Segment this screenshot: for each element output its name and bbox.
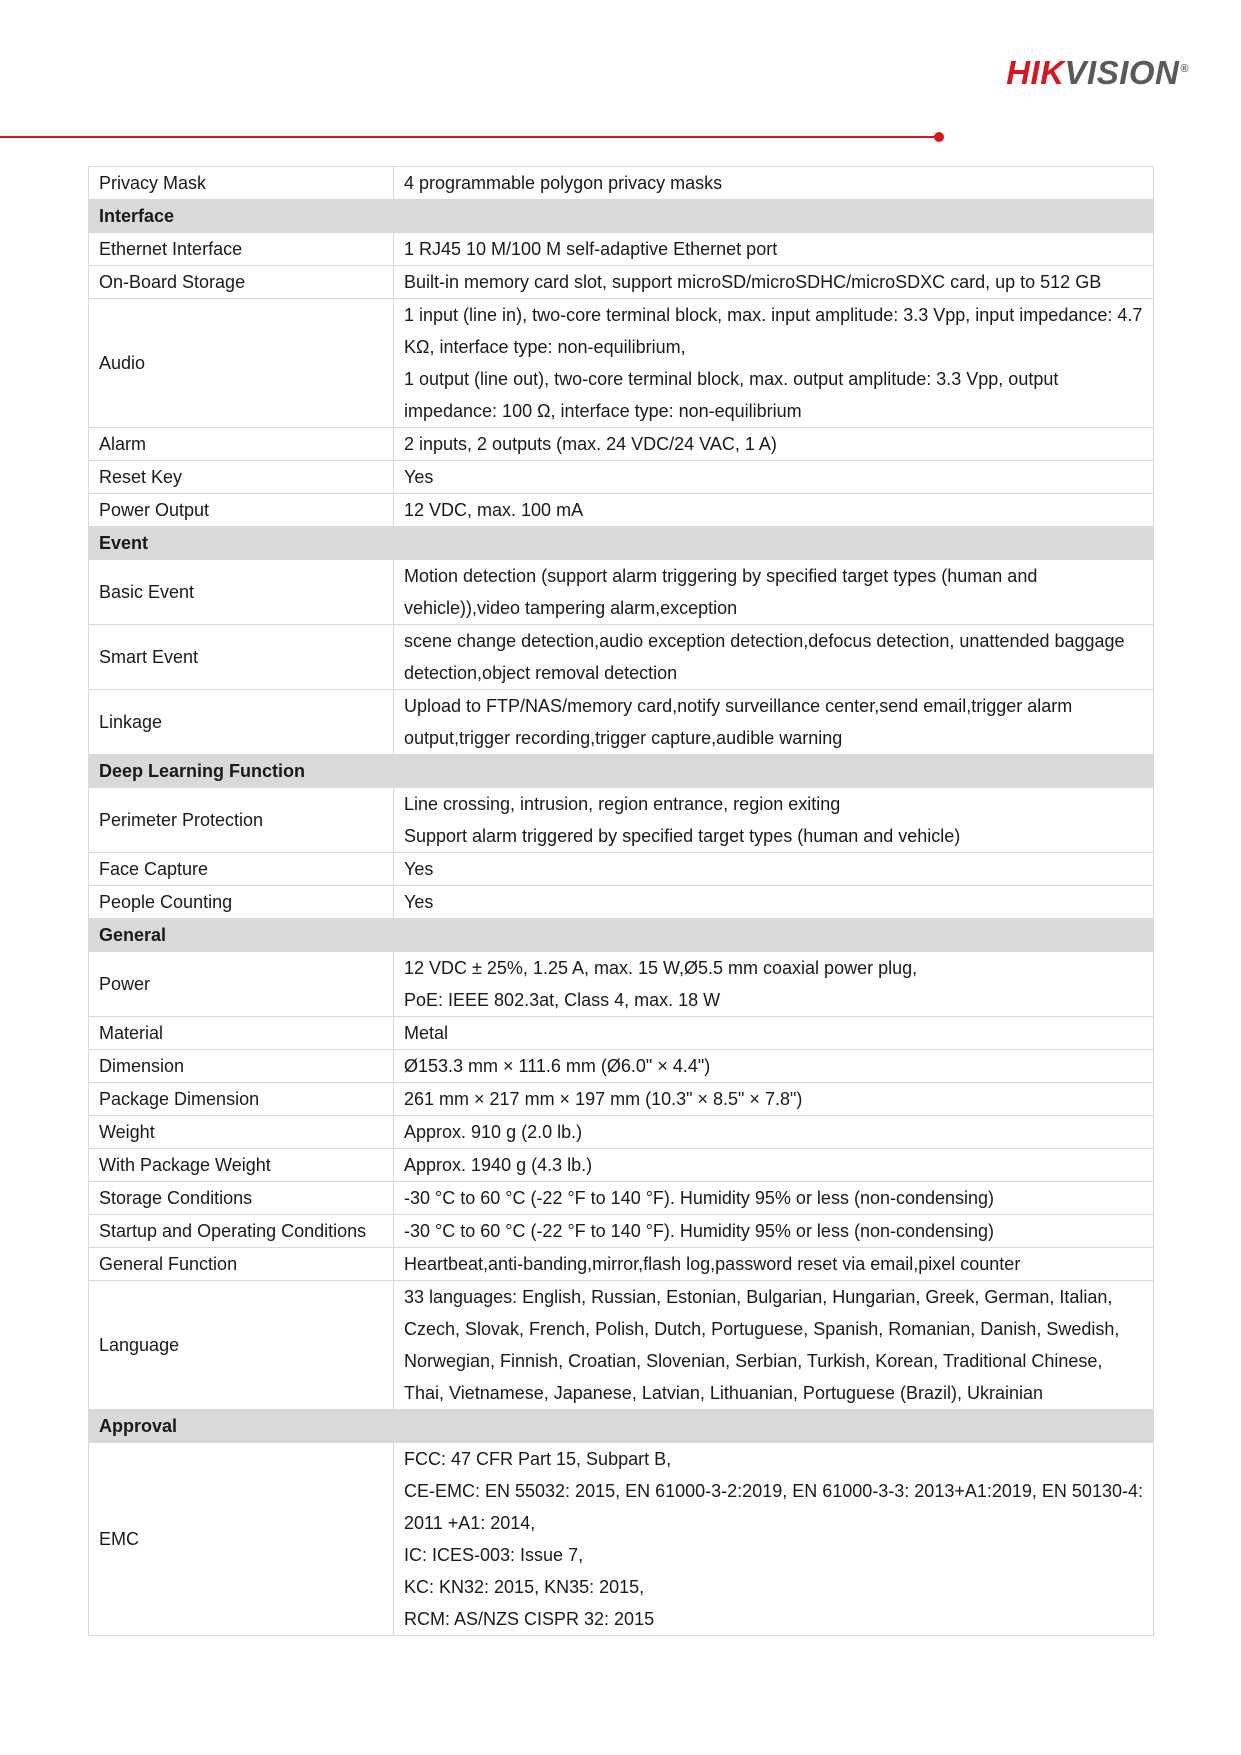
spec-label: Package Dimension [89,1083,394,1116]
header-rule-dot [934,132,944,142]
header-rule [0,136,936,138]
spec-value-line: Approx. 910 g (2.0 lb.) [404,1122,583,1142]
spec-label: Storage Conditions [89,1182,394,1215]
spec-value [394,625,1154,690]
section-header [89,527,1154,560]
spec-value [394,266,1154,299]
spec-label: Alarm [89,428,394,461]
spec-value [394,1281,1154,1410]
spec-label: Basic Event [89,560,394,625]
spec-row [89,625,1154,690]
spec-value [394,1050,1154,1083]
spec-label: Perimeter Protection [89,788,394,853]
spec-row [89,560,1154,625]
spec-value [394,1017,1154,1050]
spec-value [394,428,1154,461]
spec-value [394,853,1154,886]
spec-value-line: Motion detection (support alarm triggering by specified target types (human and vehicle)),video tampering alarm,exception [404,566,1038,618]
spec-row [89,494,1154,527]
spec-value-line: 12 VDC ± 25%, 1.25 A, max. 15 W,Ø5.5 mm coaxial power plug, [404,958,918,978]
spec-row [89,167,1154,200]
spec-value-line: 33 languages: English, Russian, Estonian, Bulgarian, Hungarian, Greek, German, Italian, Czech, Slovak, French, Polish, Dutch, Portuguese, Spanish, Romanian, Danish, Swedish, Norwegian, Finnish, Croatian, Slovenian, Serbian, Turkish, Korean, Traditional Chinese, Thai, Vietnamese, Japanese, Latvian, Lithuanian, Portuguese (Brazil), Ukrainian [404,1287,1120,1403]
spec-value-line: Yes [404,467,434,487]
spec-value [394,886,1154,919]
spec-value [394,690,1154,755]
spec-label: EMC [89,1443,394,1636]
section-title: Event [89,527,1154,560]
spec-value [394,1083,1154,1116]
spec-value-line: Yes [404,892,434,912]
spec-row [89,428,1154,461]
spec-label: On-Board Storage [89,266,394,299]
spec-value-line: 1 input (line in), two-core terminal block, max. input amplitude: 3.3 Vpp, input impedance: 4.7 KΩ, interface type: non-equilibrium, [404,305,1143,357]
spec-row [89,952,1154,1017]
hikvision-logo: HIKVISION® [1006,54,1189,91]
spec-value [394,167,1154,200]
spec-label: Ethernet Interface [89,233,394,266]
spec-value-line: Upload to FTP/NAS/memory card,notify surveillance center,send email,trigger alarm output,trigger recording,trigger capture,audible warning [404,696,1073,748]
spec-value [394,1215,1154,1248]
spec-row [89,1017,1154,1050]
spec-value-line: Yes [404,859,434,879]
spec-value [394,299,1154,428]
spec-value-line: 2 inputs, 2 outputs (max. 24 VDC/24 VAC, 1 A) [404,434,777,454]
spec-value-line: 261 mm × 217 mm × 197 mm (10.3" × 8.5" × 7.8") [404,1089,803,1109]
spec-row [89,1149,1154,1182]
spec-label: Privacy Mask [89,167,394,200]
spec-value-line: PoE: IEEE 802.3at, Class 4, max. 18 W [404,990,721,1010]
spec-label: Material [89,1017,394,1050]
spec-value [394,461,1154,494]
spec-value-line: Approx. 1940 g (4.3 lb.) [404,1155,593,1175]
spec-value-line: IC: ICES-003: Issue 7, [404,1545,584,1565]
spec-value-line: Ø153.3 mm × 111.6 mm (Ø6.0" × 4.4") [404,1056,711,1076]
spec-value [394,560,1154,625]
spec-row [89,690,1154,755]
spec-row [89,1248,1154,1281]
spec-row [89,1083,1154,1116]
spec-value [394,952,1154,1017]
spec-row [89,886,1154,919]
spec-row [89,1182,1154,1215]
spec-value [394,1182,1154,1215]
spec-value [394,494,1154,527]
spec-label: Power [89,952,394,1017]
spec-row [89,266,1154,299]
spec-row [89,1281,1154,1410]
spec-row [89,853,1154,886]
spec-value-line: FCC: 47 CFR Part 15, Subpart B, [404,1449,672,1469]
section-title: Approval [89,1410,1154,1443]
spec-label: Smart Event [89,625,394,690]
spec-value-line: Support alarm triggered by specified target types (human and vehicle) [404,826,961,846]
spec-label: Weight [89,1116,394,1149]
spec-value-line: 1 output (line out), two-core terminal block, max. output amplitude: 3.3 Vpp, output impedance: 100 Ω, interface type: non-equilibrium [404,369,1059,421]
spec-row [89,461,1154,494]
spec-value [394,1443,1154,1636]
spec-value-line: scene change detection,audio exception detection,defocus detection, unattended baggage detection,object removal detection [404,631,1125,683]
section-title: Deep Learning Function [89,755,1154,788]
section-header [89,200,1154,233]
spec-label: With Package Weight [89,1149,394,1182]
spec-value [394,233,1154,266]
spec-value-line: KC: KN32: 2015, KN35: 2015, [404,1577,645,1597]
spec-value-line: -30 °C to 60 °C (-22 °F to 140 °F). Humidity 95% or less (non-condensing) [404,1188,995,1208]
spec-label: Face Capture [89,853,394,886]
spec-value-line: 4 programmable polygon privacy masks [404,173,723,193]
spec-label: Reset Key [89,461,394,494]
spec-value-line: RCM: AS/NZS CISPR 32: 2015 [404,1609,655,1629]
spec-value-line: Metal [404,1023,449,1043]
spec-label: Power Output [89,494,394,527]
spec-row [89,1443,1154,1636]
spec-value [394,1248,1154,1281]
spec-value-line: 1 RJ45 10 M/100 M self-adaptive Ethernet port [404,239,778,259]
spec-row [89,233,1154,266]
spec-value [394,1149,1154,1182]
spec-label: People Counting [89,886,394,919]
spec-row [89,1116,1154,1149]
spec-value [394,788,1154,853]
section-title: Interface [89,200,1154,233]
section-header [89,919,1154,952]
spec-label: Startup and Operating Conditions [89,1215,394,1248]
spec-label: Linkage [89,690,394,755]
spec-value-line: 12 VDC, max. 100 mA [404,500,584,520]
spec-row [89,299,1154,428]
spec-table [88,166,1154,1636]
section-header [89,1410,1154,1443]
spec-row [89,1215,1154,1248]
spec-value-line: -30 °C to 60 °C (-22 °F to 140 °F). Humidity 95% or less (non-condensing) [404,1221,995,1241]
section-header [89,755,1154,788]
spec-label: Language [89,1281,394,1410]
spec-value-line: Line crossing, intrusion, region entrance, region exiting [404,794,841,814]
spec-value-line: Heartbeat,anti-banding,mirror,flash log,password reset via email,pixel counter [404,1254,1021,1274]
spec-row [89,788,1154,853]
spec-label: Audio [89,299,394,428]
spec-label: Dimension [89,1050,394,1083]
spec-value-line: Built-in memory card slot, support microSD/microSDHC/microSDXC card, up to 512 GB [404,272,1102,292]
spec-row [89,1050,1154,1083]
section-title: General [89,919,1154,952]
spec-value [394,1116,1154,1149]
spec-value-line: CE-EMC: EN 55032: 2015, EN 61000-3-2:2019, EN 61000-3-3: 2013+A1:2019, EN 50130-4: 2011 +A1: 2014, [404,1481,1143,1533]
spec-label: General Function [89,1248,394,1281]
